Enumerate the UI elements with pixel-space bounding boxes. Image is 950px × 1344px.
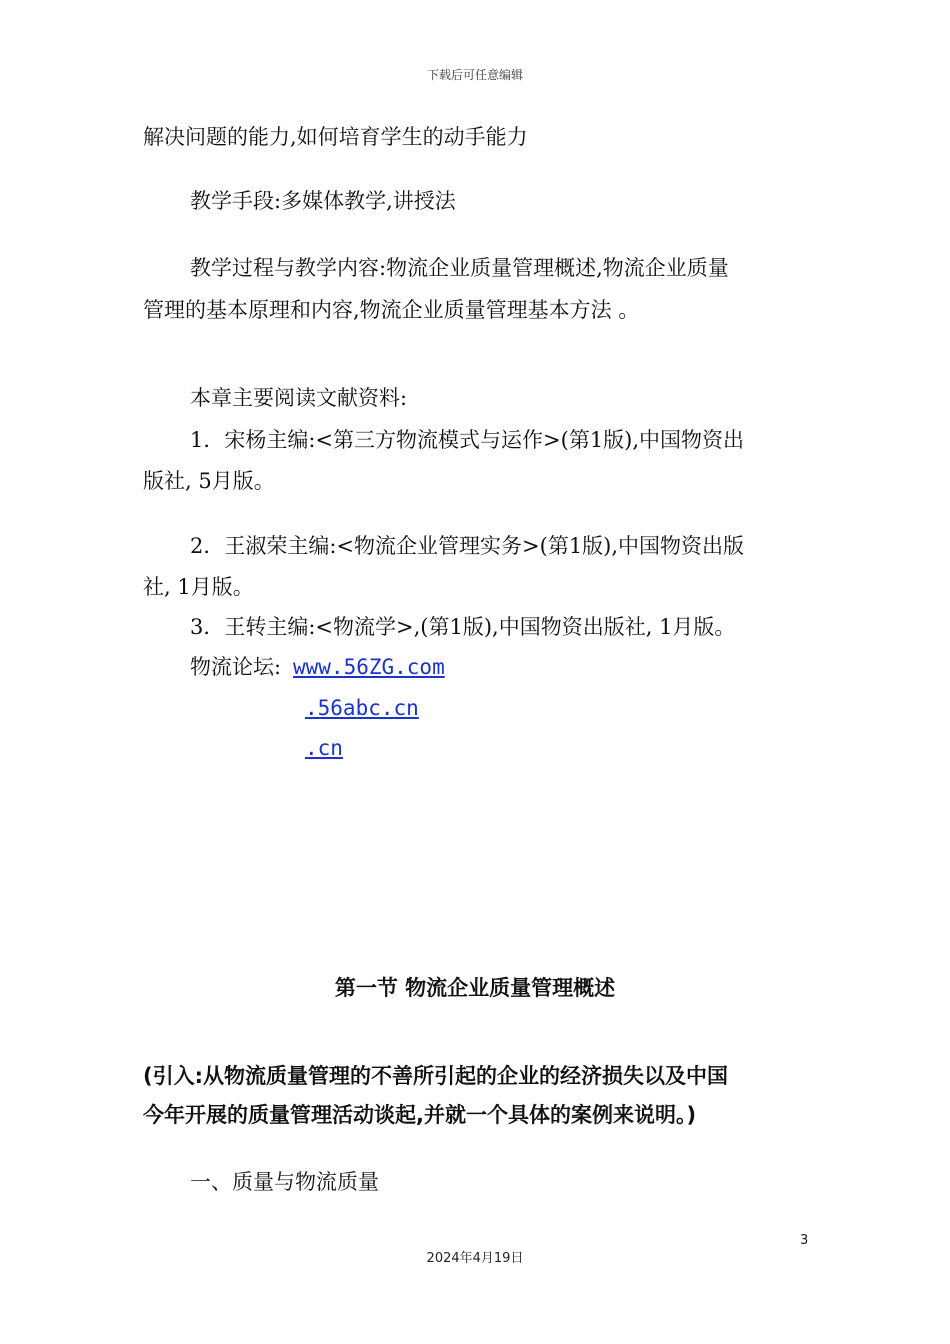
reference-2-line-2: 社, 1月版。 [143, 575, 254, 599]
teaching-method-line: 教学手段:多媒体教学,讲授法 [190, 189, 456, 213]
section-intro-line-1: (引入:从物流质量管理的不善所引起的企业的经济损失以及中国 [143, 1064, 728, 1088]
body-line-continuation: 解决问题的能力,如何培育学生的动手能力 [143, 125, 528, 149]
subheading-quality: 一、质量与物流质量 [190, 1170, 379, 1194]
section-title: 第一节 物流企业质量管理概述 [334, 976, 616, 1000]
section-intro-line-2: 今年开展的质量管理活动谈起,并就一个具体的案例来说明。) [143, 1103, 697, 1127]
forum-label: 物流论坛: [190, 655, 282, 679]
reference-1-line-1: 1．宋杨主编:<第三方物流模式与运作>(第1版),中国物资出 [190, 428, 745, 452]
reading-list-title: 本章主要阅读文献资料: [190, 386, 408, 410]
footer-date: 2024年4月19日 [426, 1251, 524, 1266]
forum-link-3[interactable]: .cn [305, 736, 343, 760]
reference-3: 3．王转主编:<物流学>,(第1版),中国物资出版社, 1月版。 [190, 615, 736, 639]
teaching-process-line-1: 教学过程与教学内容:物流企业质量管理概述,物流企业质量 [190, 256, 729, 280]
page-header: 下载后可任意编辑 [426, 68, 523, 82]
teaching-process-line-2: 管理的基本原理和内容,物流企业质量管理基本方法 。 [143, 298, 640, 322]
page-number: 3 [800, 1233, 809, 1248]
forum-link-2[interactable]: .56abc.cn [305, 696, 419, 720]
reference-2-line-1: 2．王淑荣主编:<物流企业管理实务>(第1版),中国物资出版 [190, 534, 745, 558]
forum-link-1[interactable]: www.56ZG.com [293, 655, 445, 679]
reference-1-line-2: 版社, 5月版。 [143, 469, 275, 493]
